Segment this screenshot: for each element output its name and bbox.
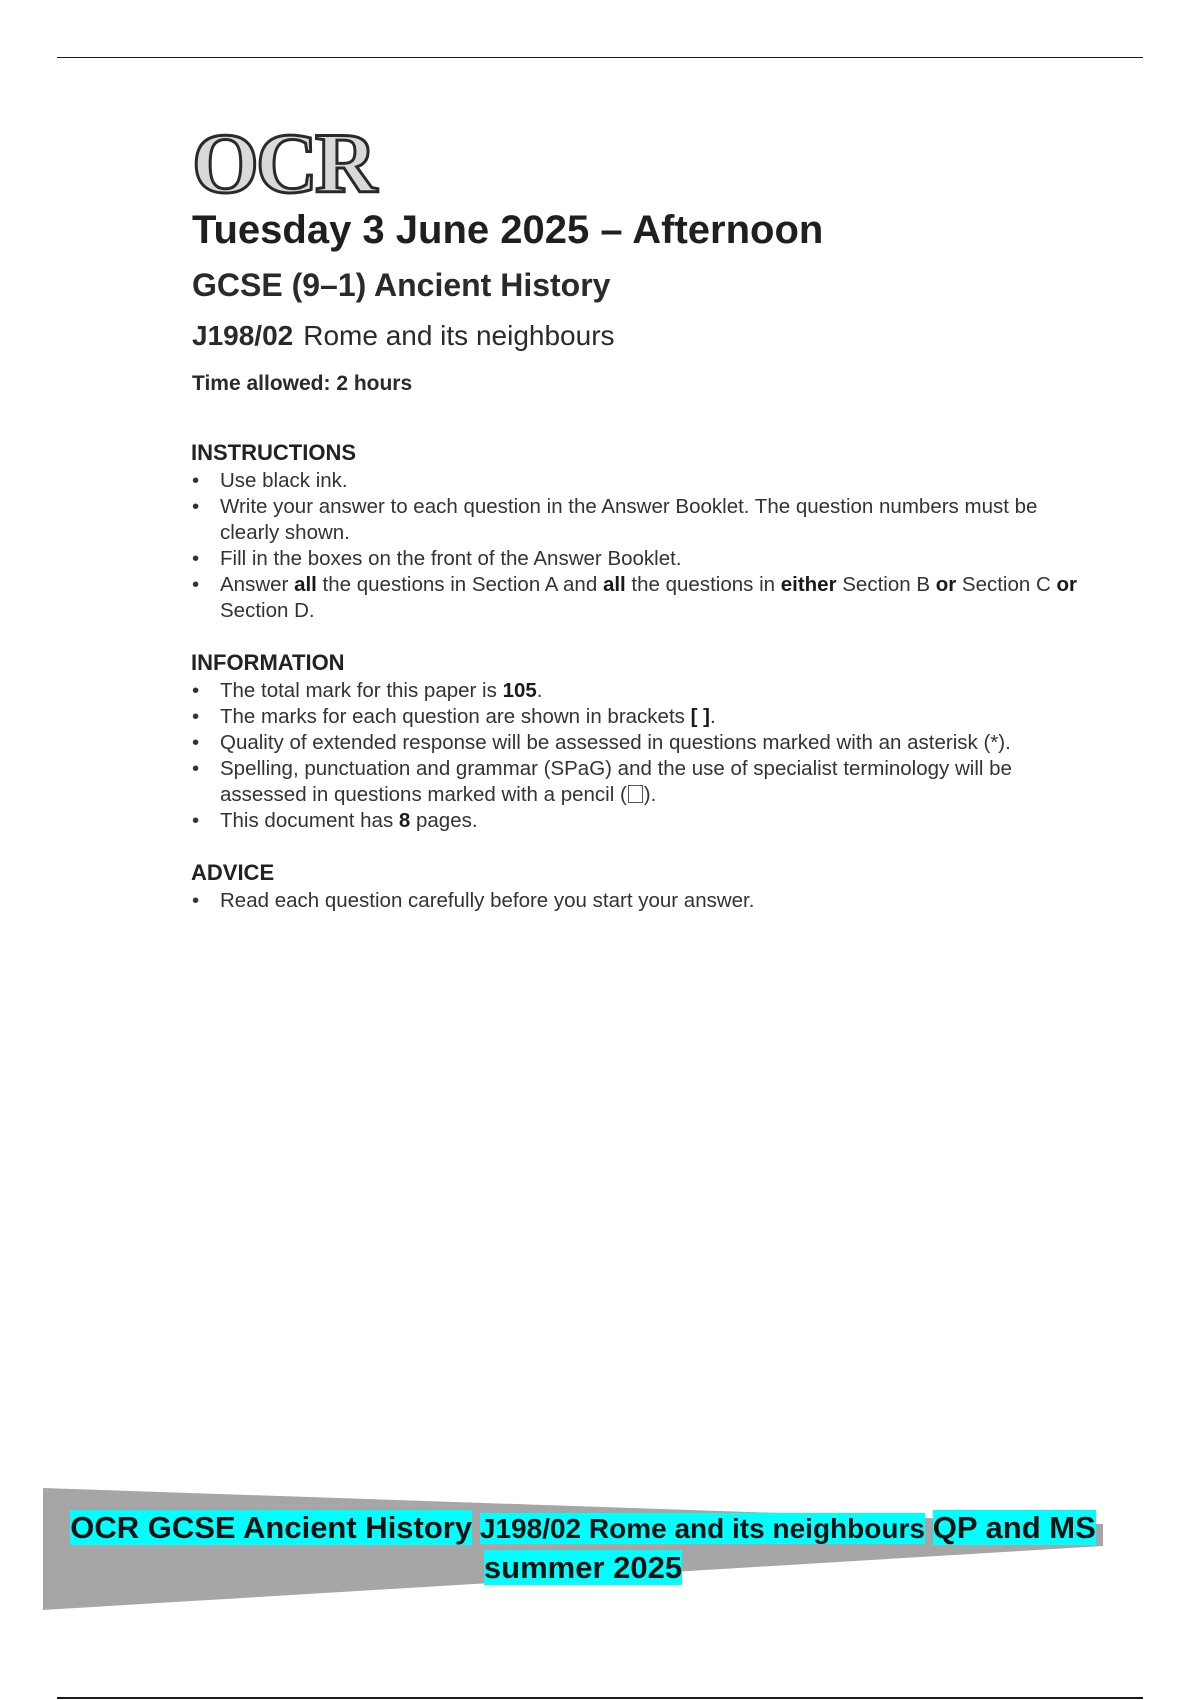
instruction-item: • Fill in the boxes on the front of the Answer Booklet. (192, 547, 682, 570)
information-item: • This document has 8 pages. (192, 809, 478, 832)
qualification-title: GCSE (9–1) Ancient History (192, 267, 611, 303)
advice-section (192, 860, 1092, 914)
information-item: • The total mark for this paper is 105. (192, 679, 543, 702)
exam-date: Tuesday 3 June 2025 – Afternoon (192, 208, 824, 252)
information-item: • Spelling, punctuation and grammar (SPaG) and the use of specialist terminology will be assessed in questions marked with a pencil ( ). (192, 757, 1012, 806)
pencil-icon (628, 785, 643, 803)
banner-text (43, 1508, 1123, 1588)
instruction-item: • Answer all the questions in Section A and all the questions in either Section B or Section C or Section D. (192, 573, 1077, 622)
banner-part4: summer 2025 (483, 1550, 683, 1585)
svg-text:OCR: OCR (192, 115, 375, 204)
bottom-rule (57, 1697, 1143, 1699)
banner-part1: OCR GCSE Ancient History (70, 1510, 473, 1545)
time-allowed: Time allowed: 2 hours (192, 372, 413, 395)
banner-part2: J198/02 Rome and its neighbours (479, 1513, 925, 1544)
promo-banner (43, 1488, 1103, 1610)
information-item: • The marks for each question are shown in brackets [ ]. (192, 705, 716, 728)
advice-item: • Read each question carefully before you start your answer. (192, 889, 755, 912)
instructions-heading: INSTRUCTIONS (191, 440, 356, 465)
information-section (192, 650, 1092, 834)
top-rule (57, 57, 1143, 58)
unit-line (192, 320, 1092, 352)
instruction-item: • Use black ink. (192, 469, 348, 492)
unit-code: J198/02 (192, 320, 294, 351)
advice-heading: ADVICE (191, 860, 275, 885)
instruction-item: • Write your answer to each question in the Answer Booklet. The question numbers must be clearly shown. (192, 495, 1038, 544)
banner-part3: QP and MS (932, 1510, 1096, 1545)
information-item: • Quality of extended response will be assessed in questions marked with an asterisk (*). (192, 731, 1011, 754)
information-heading: INFORMATION (191, 650, 345, 675)
ocr-logo (190, 112, 440, 204)
exam-cover (192, 112, 1092, 914)
unit-title: Rome and its neighbours (303, 320, 615, 351)
instructions-section (192, 440, 1092, 624)
